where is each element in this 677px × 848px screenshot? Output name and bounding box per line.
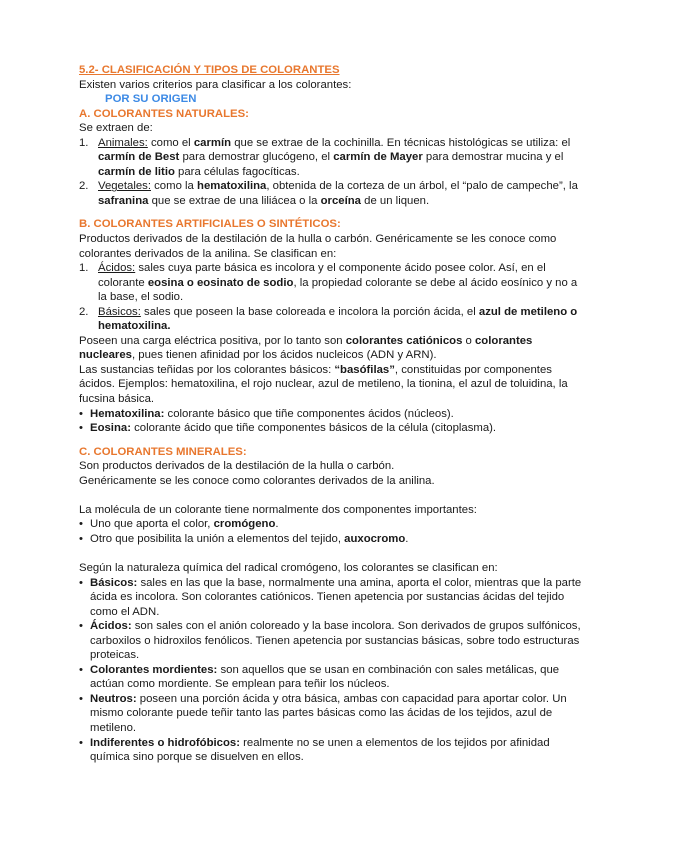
paragraph-line: Según la naturaleza química del radical cromógeno, los colorantes se clasifican en: bbox=[79, 561, 498, 574]
page-title: 5.2- CLASIFICACIÓN Y TIPOS DE COLORANTES bbox=[79, 64, 340, 76]
bullet-icon: • bbox=[79, 620, 83, 633]
list-item: • Otro que posibilita la unión a elementos del tejido, auxocromo. bbox=[79, 532, 409, 545]
bullet-icon: • bbox=[79, 692, 83, 705]
intro-text: Existen varios criterios para clasificar a los colorantes: bbox=[79, 78, 352, 91]
bullet-icon: • bbox=[79, 532, 83, 545]
paragraph-line: nucleares, pues tienen afinidad por los ácidos nucleicos (ADN y ARN). bbox=[79, 349, 437, 362]
bullet-icon: • bbox=[79, 518, 83, 531]
bullet-icon: • bbox=[79, 576, 83, 589]
paragraph-line: La molécula de un colorante tiene normalmente dos componentes importantes: bbox=[79, 503, 477, 516]
bullet-icon: • bbox=[79, 736, 83, 749]
section-a-lead: Se extraen de: bbox=[79, 122, 153, 135]
section-a-item: 2. Vegetales: como la hematoxilina, obtenida de la corteza de un árbol, el “palo de campeche”, la safranina que se extrae de una liliácea o la orceína de un liquen. bbox=[79, 180, 578, 207]
list-number: 1. bbox=[79, 262, 89, 275]
list-item: • Básicos: sales en las que la base, normalmente una amina, aporta el color, mientras que la parte ácida es incolora. Son colorantes catiónicos. Tienen apetencia por sustancias ácidas del tejido como el ADN. bbox=[79, 576, 582, 618]
paragraph-line: colorantes derivados de la anilina. Se clasifican en: bbox=[79, 247, 337, 260]
paragraph-line: Poseen una carga eléctrica positiva, por lo tanto son colorantes catiónicos o colorantes bbox=[79, 334, 533, 347]
paragraph-line: fucsina básica. bbox=[79, 393, 155, 406]
list-item: • Indiferentes o hidrofóbicos: realmente no se unen a elementos de los tejidos por afinidad química sino porque se disuelven en ellos. bbox=[79, 736, 550, 764]
list-item: • Ácidos: son sales con el anión coloreado y la base incolora. Son derivados de grupos sulfónicos, carboxilos o hidroxilos fenólicos. Tienen apetencia por sustancias básicas, sobre todo estructuras proteicas. bbox=[79, 620, 581, 662]
paragraph-line: Son productos derivados de la destilación de la hulla o carbón. bbox=[79, 460, 395, 473]
section-b-item: 1. Ácidos: sales cuya parte básica es incolora y el componente ácido posee color. Así, en el colorante eosina o eosinato de sodio, la propiedad colorante se debe al ácido eosínico y no a la base, el sodio. bbox=[79, 262, 578, 304]
list-number: 2. bbox=[79, 305, 89, 318]
paragraph-line: Genéricamente se les conoce como colorantes derivados de la anilina. bbox=[79, 474, 435, 487]
section-a-item: 1. Animales: como el carmín que se extrae de la cochinilla. En técnicas histológicas se utiliza: el carmín de Best para demostrar glucógeno, el carmín de Mayer para demostrar mucina y el carmín de litio para células fagocíticas. bbox=[79, 136, 571, 178]
list-number: 2. bbox=[79, 180, 89, 193]
section-b-heading: B. COLORANTES ARTIFICIALES O SINTÉTICOS: bbox=[79, 218, 341, 231]
list-number: 1. bbox=[79, 136, 89, 149]
list-item: • Eosina: colorante ácido que tiñe componentes básicos de la célula (citoplasma). bbox=[79, 422, 497, 435]
list-item: • Uno que aporta el color, cromógeno. bbox=[79, 518, 279, 531]
section-c-heading: C. COLORANTES MINERALES: bbox=[79, 445, 247, 458]
bullet-icon: • bbox=[79, 407, 83, 420]
document-page bbox=[79, 63, 601, 765]
paragraph-line: ácidos. Ejemplos: hematoxilina, el rojo nuclear, azul de metileno, la tionina, el azul de toluidina, la bbox=[79, 378, 568, 391]
section-b-item: 2. Básicos: sales que poseen la base coloreada e incolora la porción ácida, el azul de metileno o hematoxilina. bbox=[79, 305, 578, 333]
list-item: • Neutros: poseen una porción ácida y otra básica, ambas con capacidad para aportar color. Un mismo colorante puede teñir tanto las partes básicas como las ácidas de los tejidos, azul de metileno. bbox=[79, 692, 567, 734]
section-a-heading: A. COLORANTES NATURALES: bbox=[79, 107, 249, 120]
list-item: • Colorantes mordientes: son aquellos que se usan en combinación con sales metálicas, que actúan como mordiente. Se emplean para teñir los núcleos. bbox=[79, 663, 560, 691]
paragraph-line: Productos derivados de la destilación de la hulla o carbón. Genéricamente se les conoce como bbox=[79, 233, 557, 246]
bullet-icon: • bbox=[79, 422, 83, 435]
bullet-icon: • bbox=[79, 663, 83, 676]
origin-label: POR SU ORIGEN bbox=[105, 93, 197, 106]
paragraph-line: Las sustancias teñidas por los colorantes básicos: “basófilas”, constituidas por componentes bbox=[79, 363, 552, 376]
list-item: • Hematoxilina: colorante básico que tiñe componentes ácidos (núcleos). bbox=[79, 407, 454, 420]
